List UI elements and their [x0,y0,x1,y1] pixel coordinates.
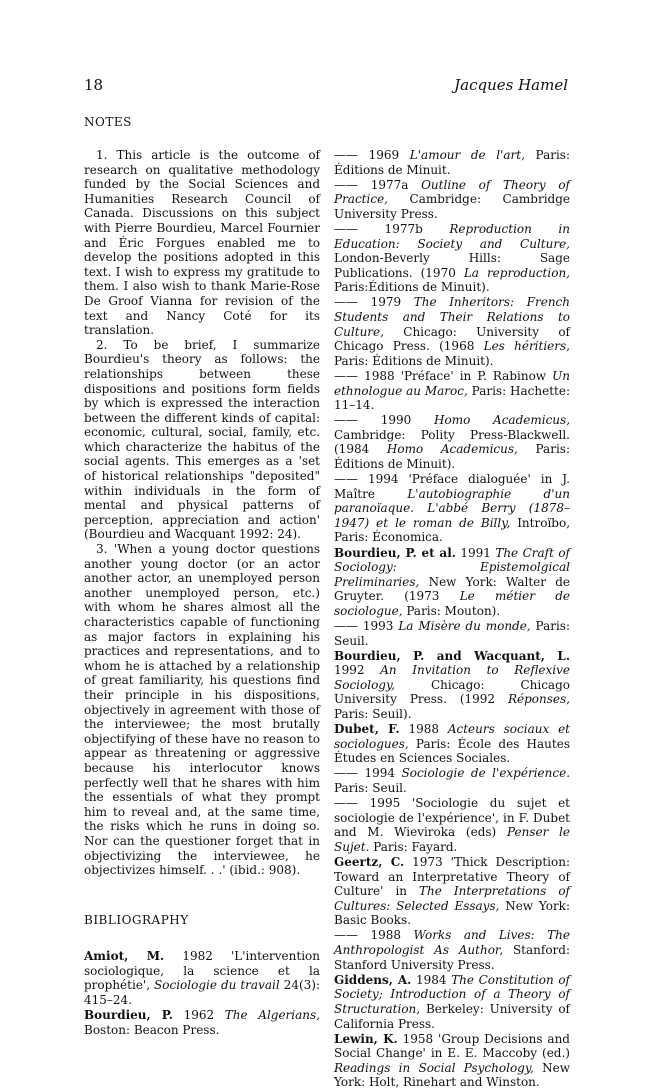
bibliography-entry [334,546,570,619]
bibliography-entry [334,178,570,222]
reference-text: —— 1990 [334,413,435,428]
reference-text: 1988 [399,722,448,737]
reference-text: Chicago: University of Chicago Press. (1968 [334,324,570,354]
reference-text: New York: Walter de Gruyter. (1973 [334,574,570,604]
reference-text: —— 1994 'Préface dialoguée' in J. Maître [334,472,570,501]
bibliography-entry [334,369,570,413]
reference-author: Bourdieu, P. [84,1008,173,1023]
bibliography-entry [334,413,570,471]
reference-title: Le métier de sociologue, [334,589,570,618]
reference-text: —— 1995 'Sociologie du sujet et sociologie de l'expérience', in F. Dubet and M. Wieviroka (eds) [334,796,570,840]
bibliography-entry [334,222,570,295]
reference-title: Les héritiers, [483,339,570,354]
bibliography-list-start [84,949,320,1037]
reference-text: Paris: École des Hautes Études en Sciences Sociales. [334,736,570,766]
reference-text: Introïbo, Paris: Économica. [334,515,571,545]
reference-text: —— 1977b [334,221,450,236]
reference-author: Amiot, M. [84,949,165,964]
reference-text: Cambridge: Cambridge University Press. [334,192,570,221]
reference-author: Bourdieu, P. and Wacquant, L. [334,648,570,663]
bibliography-entry [334,472,570,545]
reference-text: Paris: Seuil. [334,781,407,796]
reference-text: 1958 'Group Decisions and Social Change' in E. E. Maccoby (ed.) [334,1031,570,1061]
reference-text: Paris: Éditions de Minuit). [334,353,494,368]
reference-text: —— 1993 [334,619,399,633]
reference-text: —— 1977a [334,177,422,192]
note-item: 3. 'When a young doctor questions another young doctor (or an actor another actor, an unemployed person another unemployed person, etc.) with whom he shares almost all the characteristics capable of functioning as major factors in explaining his practices and representations, and to whom he is attached by a relationship of great familiarity, his questions find their principle in his dispositions, objectively in agreement with those of the interviewee; the most brutally objectifying of these have no reason to appear as threatening or aggressive because his interlocutor knows perfectly well that he shares with him the essentials of what they prompt him to reveal and, at the same time, the risks which he runs in doing so. Nor can the questioner forget that in objectivizing the interviewee, he objectivizes himself. . .' (ibid.: 908). [84,542,320,878]
reference-author: Lewin, K. [334,1031,398,1046]
reference-author: Bourdieu, P. et al. [334,545,456,560]
reference-text: Paris: Éditions de Minuit. [334,148,570,177]
bibliography-entry [334,722,570,766]
bibliography-entry [334,855,570,928]
page-number: 18 [84,76,104,94]
reference-text: —— 1988 'Préface' in P. Rabinow [334,368,553,383]
reference-text: New York: Basic Books. [334,898,570,928]
reference-author: Dubet, F. [334,722,400,737]
reference-text: 1992 [334,663,381,678]
reference-text: Paris: Mouton). [402,603,501,618]
bibliography-entry [84,949,320,1007]
bibliography-entry [334,928,570,972]
reference-title: The Inheritors: French Students and Their Relations to Culture, [334,295,570,339]
bibliography-entry [334,796,570,854]
reference-text: —— 1979 [334,295,414,310]
bibliography-entry [334,973,570,1031]
reference-text: New York: Holt, Rinehart and Winston. [334,1060,570,1090]
reference-title: The Interpretations of Cultures: Selected Essays, [334,884,570,913]
reference-title: Homo Academicus, [386,442,518,457]
bibliography-entry [334,649,570,722]
reference-title: Sociologie de l'expérience. [401,766,571,781]
reference-text: —— 1988 [334,928,414,943]
reference-text: 1982 'L'intervention sociologique, la science et la prophétie', [84,949,321,993]
reference-text: Chicago: Chicago University Press. (1992 [334,677,570,707]
reference-title: The Constitution of Society; Introduction of a Theory of Structuration, [334,972,570,1016]
reference-text: Cambridge: Polity Press-Blackwell. (1984 [334,427,570,457]
reference-author: Geertz, C. [334,855,405,869]
reference-title: Sociologie du travail [154,978,280,993]
reference-title: The Algerians, [224,1008,320,1023]
reference-title: An Invitation to Reflexive Sociology, [334,663,570,692]
reference-text: Paris:Éditions de Minuit). [334,280,490,295]
reference-text: —— 1994 [334,766,402,781]
bibliography-entry [334,619,570,648]
bibliography-entry [334,295,570,368]
reference-title: Works and Lives: The Anthropologist As Author, [334,928,571,958]
reference-text: Paris: Seuil). [334,707,412,722]
bibliography-entry [84,1008,320,1037]
reference-text: Stanford: Stanford University Press. [334,943,571,972]
reference-text: Paris: Éditions de Minuit). [334,442,570,471]
reference-author: Giddens, A. [334,972,412,987]
reference-title: Un ethnologue au Maroc, [334,368,570,398]
reference-text: Boston: Beacon Press. [84,1022,220,1037]
reference-text: London-Beverly Hills: Sage Publications. (1970 [334,251,570,280]
reference-title: Reproduction in Education: Society and Culture, [334,221,570,251]
reference-title: Readings in Social Psychology, [334,1060,534,1075]
running-head-author: Jacques Hamel [454,76,568,94]
reference-text: Paris: Seuil. [334,619,571,648]
reference-text: 1991 [455,545,496,560]
bibliography-entry [334,766,570,795]
bibliography-entry [334,148,570,177]
note-item: 1. This article is the outcome of research on qualitative methodology funded by the Social Sciences and Humanities Research Council of Canada. Discussions on this subject with Pierre Bourdieu, Marcel Fournier and Éric Forgues enabled me to develop the positions adopted in this text. I wish to express my gratitude to them. I also wish to thank Marie-Rose De Groof Vianna for revision of the text and Nancy Coté for its translation. [84,148,320,338]
right-column [334,148,570,1091]
reference-title: L'amour de l'art, [409,148,525,162]
bibliography-heading: BIBLIOGRAPHY [84,912,189,927]
bibliography-list-continued [334,148,570,1090]
reference-title: Réponses, [507,692,570,707]
reference-text: Paris: Hachette: 11–14. [334,383,570,413]
reference-title: Homo Academicus, [434,413,571,428]
reference-text: 1973 'Thick Description: Toward an Interpretative Theory of Culture' in [334,855,570,899]
bibliography-entry [334,1032,570,1090]
note-item: 2. To be brief, I summarize Bourdieu's theory as follows: the relationships between these dispositions and positions form fields by which is expressed the interaction between the different kinds of capital: economic, cultural, social, family, etc. which characterize the habitus of the social agents. This emerges as a 'set of historical relationships "deposited" within individuals in the form of mental and physical patterns of perception, appreciation and action' (Bourdieu and Wacquant 1992: 24). [84,337,320,542]
reference-text: 24(3): 415–24. [84,978,320,1008]
reference-text: Berkeley: University of California Press. [334,1001,570,1031]
reference-title: Outline of Theory of Practice, [334,177,570,207]
reference-text: Paris: Fayard. [369,839,458,854]
reference-title: La Misère du monde, [398,619,531,633]
reference-title: Acteurs sociaux et sociologues, [334,722,571,751]
left-column [84,148,320,1038]
reference-text: 1984 [411,972,452,987]
reference-text: 1962 [172,1008,225,1023]
reference-title: La reproduction, [463,265,570,280]
reference-title: L'autobiographie d'un paranoïaque. L'abbé Berry (1878–1947) et le roman de Billy, [334,486,570,530]
reference-title: The Craft of Sociology: Epistemolgical Preliminaries, [334,545,571,589]
reference-text: —— 1969 [334,148,410,162]
reference-title: Penser le Sujet. [334,825,570,854]
notes-heading: NOTES [84,115,132,129]
page-header [84,76,568,98]
